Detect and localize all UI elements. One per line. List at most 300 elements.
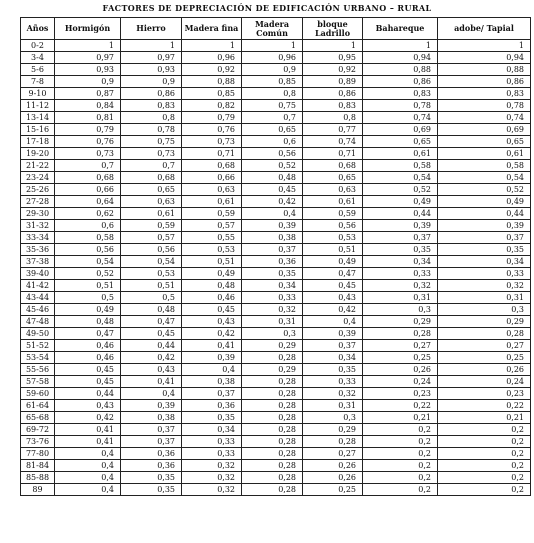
age-cell: 51-52: [21, 340, 55, 352]
factor-cell: 0,4: [182, 364, 242, 376]
column-header: Madera fina: [182, 18, 242, 40]
factor-cell: 0,61: [363, 148, 438, 160]
factor-cell: 0,4: [55, 472, 121, 484]
factor-cell: 0,7: [121, 160, 182, 172]
factor-cell: 0,43: [55, 400, 121, 412]
factor-cell: 0,32: [363, 280, 438, 292]
table-row: [21, 160, 531, 172]
factor-cell: 0,57: [182, 220, 242, 232]
factor-cell: 0,25: [438, 352, 531, 364]
factor-cell: 0,38: [242, 232, 303, 244]
factor-cell: 0,2: [363, 448, 438, 460]
factor-cell: 0,41: [55, 436, 121, 448]
factor-cell: 0,4: [55, 460, 121, 472]
factor-cell: 1: [438, 40, 531, 52]
factor-cell: 0,32: [182, 460, 242, 472]
factor-cell: 0,61: [438, 148, 531, 160]
age-cell: 85-88: [21, 472, 55, 484]
factor-cell: 0,45: [242, 184, 303, 196]
table-row: [21, 268, 531, 280]
age-cell: 45-46: [21, 304, 55, 316]
factor-cell: 0,3: [242, 328, 303, 340]
factor-cell: 0,28: [363, 328, 438, 340]
age-cell: 31-32: [21, 220, 55, 232]
table-row: [21, 148, 531, 160]
factor-cell: 0,45: [55, 364, 121, 376]
factor-cell: 0,42: [121, 352, 182, 364]
factor-cell: 0,34: [438, 256, 531, 268]
factor-cell: 0,2: [438, 448, 531, 460]
factor-cell: 0,32: [438, 280, 531, 292]
factor-cell: 0,36: [121, 460, 182, 472]
factor-cell: 0,5: [55, 292, 121, 304]
factor-cell: 1: [182, 40, 242, 52]
factor-cell: 0,73: [182, 136, 242, 148]
column-header: bloque Ladrillo: [303, 18, 363, 40]
depreciation-table: [20, 17, 531, 496]
factor-cell: 0,24: [438, 376, 531, 388]
factor-cell: 0,26: [303, 460, 363, 472]
factor-cell: 0,27: [303, 448, 363, 460]
factor-cell: 0,52: [438, 184, 531, 196]
factor-cell: 0,39: [182, 352, 242, 364]
factor-cell: 0,51: [55, 280, 121, 292]
factor-cell: 0,53: [303, 232, 363, 244]
age-cell: 65-68: [21, 412, 55, 424]
table-row: [21, 364, 531, 376]
factor-cell: 0,2: [438, 460, 531, 472]
factor-cell: 0,73: [121, 148, 182, 160]
factor-cell: 0,7: [242, 112, 303, 124]
factor-cell: 0,43: [182, 316, 242, 328]
factor-cell: 0,37: [242, 244, 303, 256]
factor-cell: 0,76: [182, 124, 242, 136]
factor-cell: 0,83: [363, 88, 438, 100]
factor-cell: 0,23: [438, 388, 531, 400]
factor-cell: 0,86: [303, 88, 363, 100]
age-cell: 41-42: [21, 280, 55, 292]
factor-cell: 0,55: [182, 232, 242, 244]
column-header: Madera Común: [242, 18, 303, 40]
factor-cell: 0,65: [242, 124, 303, 136]
factor-cell: 0,28: [438, 328, 531, 340]
factor-cell: 0,66: [55, 184, 121, 196]
factor-cell: 0,56: [303, 220, 363, 232]
factor-cell: 0,94: [438, 52, 531, 64]
factor-cell: 0,51: [182, 256, 242, 268]
column-header: Bahareque: [363, 18, 438, 40]
factor-cell: 0,28: [242, 376, 303, 388]
factor-cell: 0,33: [303, 376, 363, 388]
factor-cell: 0,42: [303, 304, 363, 316]
table-row: [21, 280, 531, 292]
factor-cell: 0,54: [121, 256, 182, 268]
table-row: [21, 436, 531, 448]
factor-cell: 0,26: [363, 364, 438, 376]
factor-cell: 0,9: [242, 64, 303, 76]
factor-cell: 0,85: [182, 88, 242, 100]
factor-cell: 0,46: [55, 340, 121, 352]
factor-cell: 0,54: [363, 172, 438, 184]
age-cell: 61-64: [21, 400, 55, 412]
factor-cell: 0,32: [303, 388, 363, 400]
factor-cell: 0,95: [303, 52, 363, 64]
factor-cell: 0,35: [303, 364, 363, 376]
factor-cell: 0,33: [438, 268, 531, 280]
factor-cell: 0,88: [182, 76, 242, 88]
factor-cell: 0,57: [121, 232, 182, 244]
factor-cell: 0,42: [55, 412, 121, 424]
age-cell: 37-38: [21, 256, 55, 268]
factor-cell: 0,75: [121, 136, 182, 148]
factor-cell: 0,2: [438, 424, 531, 436]
factor-cell: 0,56: [242, 148, 303, 160]
factor-cell: 0,36: [121, 448, 182, 460]
factor-cell: 0,49: [438, 196, 531, 208]
table-row: [21, 172, 531, 184]
table-row: [21, 460, 531, 472]
factor-cell: 0,42: [182, 328, 242, 340]
factor-cell: 0,26: [303, 472, 363, 484]
factor-cell: 0,8: [303, 112, 363, 124]
factor-cell: 0,58: [55, 232, 121, 244]
factor-cell: 0,29: [438, 316, 531, 328]
age-cell: 19-20: [21, 148, 55, 160]
table-row: [21, 184, 531, 196]
table-row: [21, 100, 531, 112]
factor-cell: 0,28: [242, 484, 303, 496]
factor-cell: 0,68: [121, 172, 182, 184]
factor-cell: 0,26: [438, 364, 531, 376]
factor-cell: 0,89: [303, 76, 363, 88]
factor-cell: 0,32: [242, 304, 303, 316]
factor-cell: 0,71: [182, 148, 242, 160]
age-cell: 0-2: [21, 40, 55, 52]
age-cell: 59-60: [21, 388, 55, 400]
factor-cell: 0,49: [303, 256, 363, 268]
factor-cell: 0,31: [438, 292, 531, 304]
factor-cell: 0,86: [121, 88, 182, 100]
factor-cell: 0,38: [182, 376, 242, 388]
factor-cell: 0,3: [303, 412, 363, 424]
factor-cell: 0,9: [55, 76, 121, 88]
factor-cell: 0,45: [303, 280, 363, 292]
table-row: [21, 316, 531, 328]
factor-cell: 0,48: [182, 280, 242, 292]
factor-cell: 0,25: [303, 484, 363, 496]
age-cell: 5-6: [21, 64, 55, 76]
factor-cell: 0,61: [182, 196, 242, 208]
factor-cell: 0,33: [182, 436, 242, 448]
factor-cell: 0,5: [121, 292, 182, 304]
factor-cell: 1: [242, 40, 303, 52]
factor-cell: 0,9: [121, 76, 182, 88]
factor-cell: 0,41: [55, 424, 121, 436]
age-cell: 49-50: [21, 328, 55, 340]
factor-cell: 0,39: [363, 220, 438, 232]
factor-cell: 0,27: [438, 340, 531, 352]
factor-cell: 0,49: [363, 196, 438, 208]
factor-cell: 0,31: [363, 292, 438, 304]
table-row: [21, 412, 531, 424]
table-row: [21, 376, 531, 388]
factor-cell: 0,45: [121, 328, 182, 340]
factor-cell: 0,35: [182, 412, 242, 424]
factor-cell: 0,45: [182, 304, 242, 316]
factor-cell: 0,68: [303, 160, 363, 172]
factor-cell: 0,69: [438, 124, 531, 136]
factor-cell: 0,83: [438, 88, 531, 100]
table-row: [21, 52, 531, 64]
factor-cell: 0,83: [303, 100, 363, 112]
age-cell: 15-16: [21, 124, 55, 136]
factor-cell: 0,77: [303, 124, 363, 136]
table-row: [21, 340, 531, 352]
table-body: [21, 40, 531, 496]
factor-cell: 0,63: [121, 196, 182, 208]
table-row: [21, 292, 531, 304]
factor-cell: 0,34: [363, 256, 438, 268]
age-cell: 3-4: [21, 52, 55, 64]
factor-cell: 0,65: [303, 172, 363, 184]
factor-cell: 0,24: [363, 376, 438, 388]
age-cell: 53-54: [21, 352, 55, 364]
factor-cell: 0,97: [55, 52, 121, 64]
factor-cell: 0,65: [121, 184, 182, 196]
factor-cell: 0,66: [182, 172, 242, 184]
factor-cell: 0,92: [303, 64, 363, 76]
factor-cell: 0,59: [121, 220, 182, 232]
factor-cell: 0,79: [182, 112, 242, 124]
factor-cell: 0,74: [303, 136, 363, 148]
table-row: [21, 220, 531, 232]
factor-cell: 0,28: [242, 436, 303, 448]
table-header: [21, 18, 531, 40]
table-row: [21, 196, 531, 208]
factor-cell: 0,96: [242, 52, 303, 64]
age-cell: 13-14: [21, 112, 55, 124]
factor-cell: 0,28: [242, 352, 303, 364]
factor-cell: 0,69: [363, 124, 438, 136]
factor-cell: 0,28: [242, 412, 303, 424]
factor-cell: 0,39: [303, 328, 363, 340]
factor-cell: 0,56: [121, 244, 182, 256]
factor-cell: 0,46: [182, 292, 242, 304]
factor-cell: 0,33: [363, 268, 438, 280]
factor-cell: 0,48: [242, 172, 303, 184]
age-cell: 57-58: [21, 376, 55, 388]
factor-cell: 1: [121, 40, 182, 52]
table-row: [21, 40, 531, 52]
factor-cell: 0,61: [303, 196, 363, 208]
factor-cell: 0,48: [55, 316, 121, 328]
factor-cell: 0,7: [55, 160, 121, 172]
factor-cell: 0,38: [121, 412, 182, 424]
age-cell: 73-76: [21, 436, 55, 448]
age-cell: 33-34: [21, 232, 55, 244]
table-row: [21, 232, 531, 244]
age-cell: 89: [21, 484, 55, 496]
factor-cell: 0,21: [438, 412, 531, 424]
factor-cell: 0,49: [182, 268, 242, 280]
factor-cell: 0,29: [363, 316, 438, 328]
factor-cell: 0,33: [182, 448, 242, 460]
factor-cell: 0,53: [182, 244, 242, 256]
factor-cell: 0,58: [363, 160, 438, 172]
factor-cell: 0,39: [242, 220, 303, 232]
table-row: [21, 88, 531, 100]
factor-cell: 0,36: [242, 256, 303, 268]
factor-cell: 0,85: [242, 76, 303, 88]
table-row: [21, 472, 531, 484]
table-row: [21, 136, 531, 148]
factor-cell: 0,4: [242, 208, 303, 220]
factor-cell: 0,8: [242, 88, 303, 100]
table-row: [21, 352, 531, 364]
factor-cell: 0,54: [55, 256, 121, 268]
factor-cell: 1: [303, 40, 363, 52]
table-row: [21, 304, 531, 316]
factor-cell: 0,37: [182, 388, 242, 400]
table-row: [21, 388, 531, 400]
age-cell: 39-40: [21, 268, 55, 280]
factor-cell: 0,68: [55, 172, 121, 184]
factor-cell: 0,34: [182, 424, 242, 436]
factor-cell: 0,83: [121, 100, 182, 112]
factor-cell: 0,35: [363, 244, 438, 256]
factor-cell: 0,63: [303, 184, 363, 196]
table-row: [21, 244, 531, 256]
factor-cell: 0,42: [242, 196, 303, 208]
factor-cell: 0,2: [438, 472, 531, 484]
factor-cell: 0,46: [55, 352, 121, 364]
table-row: [21, 448, 531, 460]
factor-cell: 0,51: [303, 244, 363, 256]
factor-cell: 0,2: [363, 436, 438, 448]
document-title: FACTORES DE DEPRECIACIÓN DE EDIFICACIÓN URBANO – RURAL: [102, 3, 432, 13]
age-cell: 43-44: [21, 292, 55, 304]
factor-cell: 0,59: [303, 208, 363, 220]
factor-cell: 0,35: [242, 268, 303, 280]
factor-cell: 0,34: [242, 280, 303, 292]
factor-cell: 0,23: [363, 388, 438, 400]
age-cell: 69-72: [21, 424, 55, 436]
factor-cell: 0,78: [438, 100, 531, 112]
factor-cell: 0,65: [438, 136, 531, 148]
factor-cell: 0,45: [55, 376, 121, 388]
factor-cell: 0,59: [182, 208, 242, 220]
age-cell: 27-28: [21, 196, 55, 208]
age-cell: 35-36: [21, 244, 55, 256]
factor-cell: 0,28: [303, 436, 363, 448]
factor-cell: 0,78: [121, 124, 182, 136]
factor-cell: 0,58: [438, 160, 531, 172]
factor-cell: 0,88: [363, 64, 438, 76]
factor-cell: 0,2: [438, 436, 531, 448]
factor-cell: 0,76: [55, 136, 121, 148]
factor-cell: 0,73: [55, 148, 121, 160]
factor-cell: 0,33: [242, 292, 303, 304]
factor-cell: 0,28: [242, 472, 303, 484]
factor-cell: 0,54: [438, 172, 531, 184]
factor-cell: 0,39: [438, 220, 531, 232]
factor-cell: 0,2: [438, 484, 531, 496]
factor-cell: 0,2: [363, 472, 438, 484]
factor-cell: 0,41: [121, 376, 182, 388]
age-cell: 55-56: [21, 364, 55, 376]
factor-cell: 0,28: [242, 448, 303, 460]
factor-cell: 0,21: [363, 412, 438, 424]
factor-cell: 0,86: [363, 76, 438, 88]
factor-cell: 0,4: [303, 316, 363, 328]
factor-cell: 0,29: [242, 340, 303, 352]
factor-cell: 0,28: [242, 388, 303, 400]
factor-cell: 0,37: [303, 340, 363, 352]
factor-cell: 0,64: [55, 196, 121, 208]
factor-cell: 0,87: [55, 88, 121, 100]
table-row: [21, 400, 531, 412]
factor-cell: 0,31: [242, 316, 303, 328]
factor-cell: 0,3: [438, 304, 531, 316]
age-cell: 77-80: [21, 448, 55, 460]
factor-cell: 0,39: [121, 400, 182, 412]
factor-cell: 0,71: [303, 148, 363, 160]
factor-cell: 0,37: [121, 424, 182, 436]
factor-cell: 0,35: [121, 484, 182, 496]
factor-cell: 0,53: [121, 268, 182, 280]
factor-cell: 0,6: [55, 220, 121, 232]
age-cell: 47-48: [21, 316, 55, 328]
factor-cell: 0,52: [242, 160, 303, 172]
factor-cell: 0,29: [303, 424, 363, 436]
factor-cell: 0,74: [438, 112, 531, 124]
factor-cell: 0,3: [363, 304, 438, 316]
factor-cell: 0,32: [182, 484, 242, 496]
factor-cell: 0,44: [121, 340, 182, 352]
column-header: Años: [21, 18, 55, 40]
factor-cell: 0,4: [55, 448, 121, 460]
factor-cell: 0,78: [363, 100, 438, 112]
factor-cell: 0,28: [242, 424, 303, 436]
factor-cell: 0,82: [182, 100, 242, 112]
table-row: [21, 328, 531, 340]
column-header: adobe/ Tapial: [438, 18, 531, 40]
age-cell: 25-26: [21, 184, 55, 196]
factor-cell: 0,8: [121, 112, 182, 124]
factor-cell: 0,88: [438, 64, 531, 76]
factor-cell: 0,86: [438, 76, 531, 88]
factor-cell: 0,2: [363, 484, 438, 496]
table-row: [21, 484, 531, 496]
factor-cell: 0,94: [363, 52, 438, 64]
factor-cell: 0,44: [438, 208, 531, 220]
factor-cell: 0,37: [363, 232, 438, 244]
factor-cell: 0,61: [121, 208, 182, 220]
age-cell: 23-24: [21, 172, 55, 184]
age-cell: 29-30: [21, 208, 55, 220]
factor-cell: 0,75: [242, 100, 303, 112]
factor-cell: 0,41: [182, 340, 242, 352]
factor-cell: 1: [363, 40, 438, 52]
factor-cell: 0,27: [363, 340, 438, 352]
table-row: [21, 112, 531, 124]
factor-cell: 0,31: [303, 400, 363, 412]
factor-cell: 0,25: [363, 352, 438, 364]
column-header: Hierro: [121, 18, 182, 40]
factor-cell: 0,36: [182, 400, 242, 412]
header-row: [21, 18, 531, 40]
table-row: [21, 76, 531, 88]
